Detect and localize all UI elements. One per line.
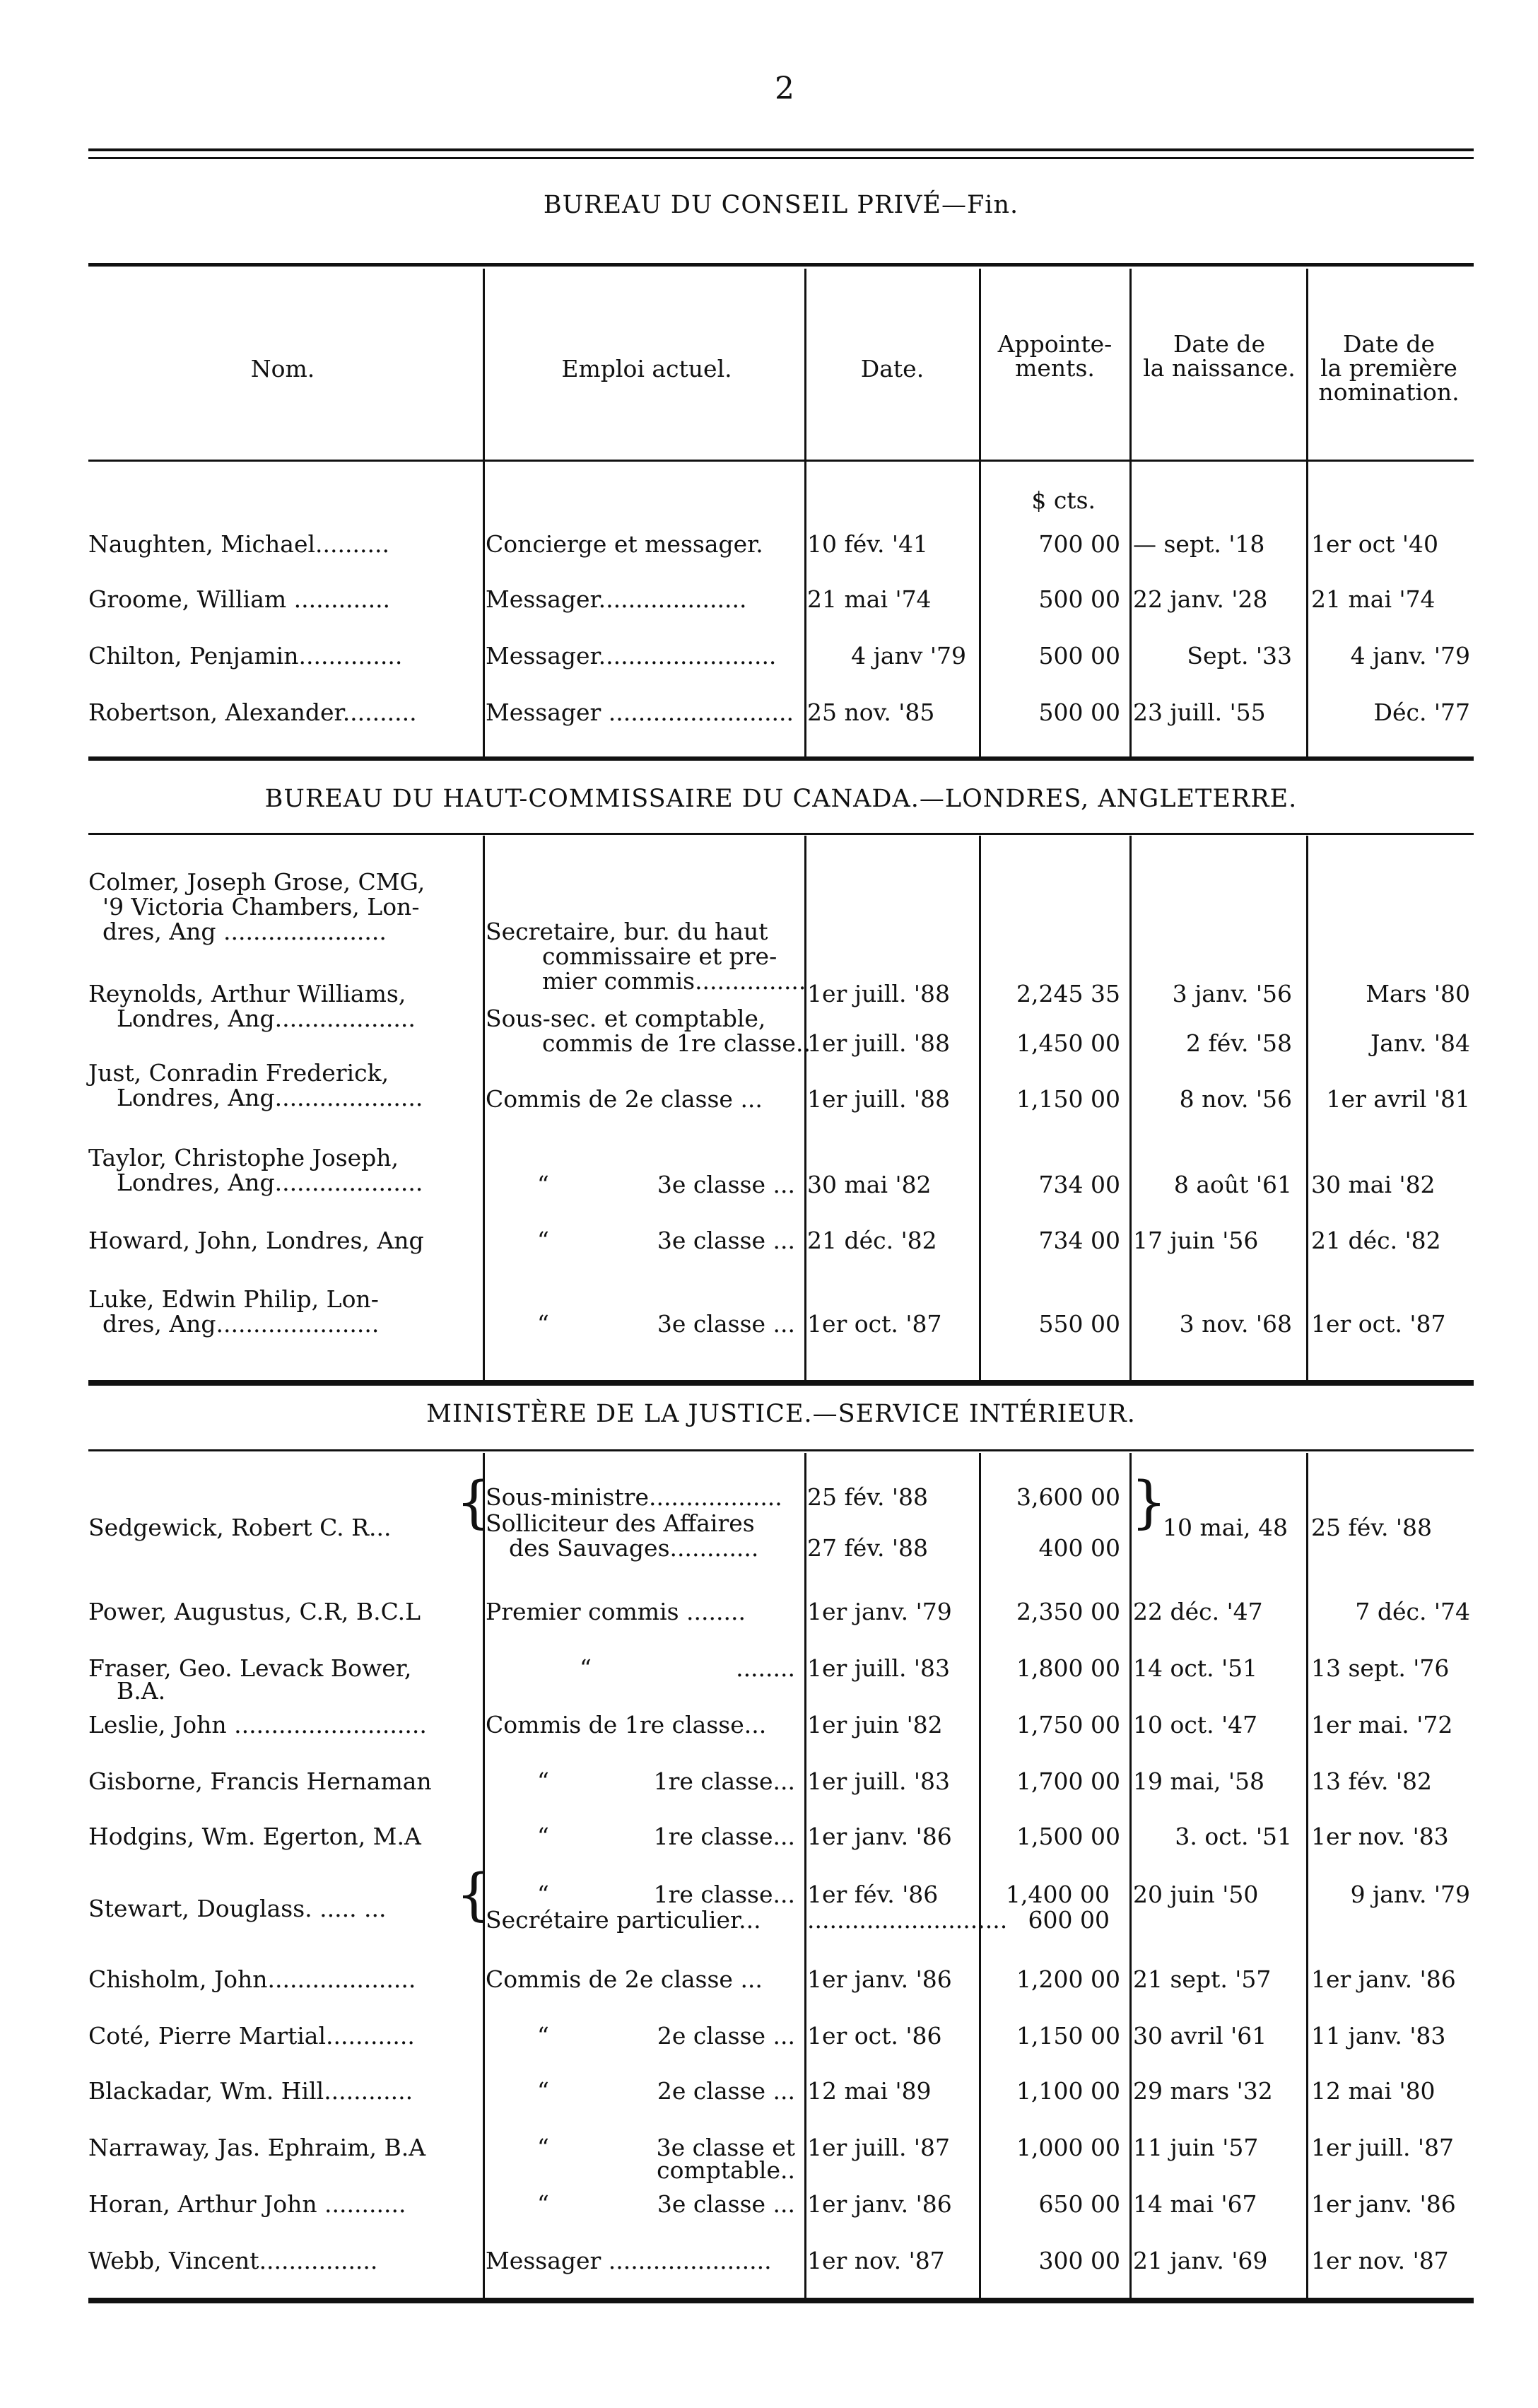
appt-cell: 400 00 <box>1038 1534 1120 1562</box>
rule <box>88 263 1474 267</box>
emploi-cell: Concierge et messager. <box>486 530 763 558</box>
col-header-premiere <box>1308 332 1470 404</box>
naissance-cell: 10 oct. '47 <box>1133 1711 1258 1738</box>
emploi-cell: Messager........................ <box>486 642 777 670</box>
header-line: ments. <box>1015 354 1095 382</box>
name-cell: Power, Augustus, C.R, B.C.L <box>88 1598 421 1625</box>
name-cell: Blackadar, Wm. Hill............ <box>88 2077 413 2105</box>
naissance-cell: 21 janv. '69 <box>1133 2247 1268 2274</box>
rule <box>88 1380 1474 1386</box>
name-cell: Fraser, Geo. Levack Bower, <box>88 1654 412 1682</box>
col-header-date: Date. <box>860 355 924 382</box>
naissance-cell: 14 oct. '51 <box>1133 1654 1258 1682</box>
premiere-cell: 1er oct '40 <box>1311 530 1438 558</box>
ditto-mark: “ <box>537 1767 549 1795</box>
name-cell: Chilton, Penjamin.............. <box>88 642 403 670</box>
name-line: Just, Conradin Frederick, <box>88 1059 389 1087</box>
appt-cell: 3,600 00 <box>1016 1483 1120 1511</box>
naissance-cell: 30 avril '61 <box>1133 2022 1267 2050</box>
emploi-line: commissaire et pre- <box>542 942 777 970</box>
column-line <box>804 1453 806 2298</box>
column-line <box>1129 836 1132 1380</box>
emploi-line: commis de 1re classe.. <box>542 1029 811 1057</box>
emploi-cell: 3e classe et <box>656 2134 795 2161</box>
date-cell: 12 mai '89 <box>807 2077 932 2105</box>
column-line <box>1306 269 1308 756</box>
date-cell: 1er janv. '86 <box>807 1823 952 1850</box>
name-cell: Coté, Pierre Martial............ <box>88 2022 415 2050</box>
date-cell: 1er fév. '86 <box>807 1881 939 1908</box>
naissance-cell: 8 août '61 <box>1173 1171 1292 1198</box>
name-cell: Horan, Arthur John ........... <box>88 2190 406 2218</box>
naissance-cell: Sept. '33 <box>1187 642 1292 670</box>
naissance-cell: 3 nov. '68 <box>1179 1310 1292 1338</box>
name-line: Colmer, Joseph Grose, CMG, <box>88 868 425 896</box>
emploi-line: Secretaire, bur. du haut <box>486 918 768 945</box>
name-cell: Hodgins, Wm. Egerton, M.A <box>88 1823 421 1850</box>
ditto-mark: “ <box>537 1171 549 1198</box>
name-cell <box>88 1145 423 1195</box>
appt-cell: 1,450 00 <box>1016 1029 1120 1057</box>
emploi-cell: 3e classe ... <box>657 1310 795 1338</box>
col-header-emploi: Emploi actuel. <box>561 355 732 382</box>
header-line: la première <box>1320 354 1457 382</box>
date-cell: 30 mai '82 <box>807 1171 932 1198</box>
page-number: 2 <box>775 71 794 107</box>
ditto-mark: “ <box>580 1654 592 1682</box>
date-cell: 27 fév. '88 <box>807 1534 928 1562</box>
header-line: la naissance. <box>1143 354 1296 382</box>
ditto-mark: “ <box>537 1310 549 1338</box>
appt-cell: 1,100 00 <box>1016 2077 1120 2105</box>
date-cell: 1er juill. '88 <box>807 1029 950 1057</box>
premiere-cell: 1er oct. '87 <box>1311 1310 1446 1338</box>
appt-cell: 2,350 00 <box>1016 1598 1120 1625</box>
name-line: Reynolds, Arthur Williams, <box>88 980 406 1007</box>
premiere-cell: 21 mai '74 <box>1311 585 1436 613</box>
naissance-cell: 10 mai, 48 <box>1163 1514 1288 1541</box>
premiere-cell: 11 janv. '83 <box>1311 2022 1446 2050</box>
emploi-line: mier commis............... <box>542 967 806 995</box>
emploi-cell: Premier commis ........ <box>486 1598 746 1625</box>
naissance-cell: 8 nov. '56 <box>1179 1085 1292 1113</box>
emploi-cell: Messager ...................... <box>486 2247 772 2274</box>
section-title: MINISTÈRE DE LA JUSTICE.—SERVICE INTÉRIEUR. <box>426 1400 1136 1428</box>
emploi-cell: comptable.. <box>657 2156 795 2184</box>
name-cell: Howard, John, Londres, Ang <box>88 1227 424 1254</box>
header-line: Date de <box>1342 330 1436 358</box>
date-cell: 1er juill. '87 <box>807 2134 950 2161</box>
appt-cell: 1,150 00 <box>1016 1085 1120 1113</box>
ditto-mark: “ <box>537 2134 549 2161</box>
rule <box>88 157 1474 159</box>
appt-cell: 734 00 <box>1038 1171 1120 1198</box>
column-line <box>804 836 806 1380</box>
emploi-line: Sous-sec. et comptable, <box>486 1005 766 1032</box>
column-line <box>483 269 485 756</box>
emploi-cell: Commis de 2e classe ... <box>486 1085 763 1113</box>
appt-cell: 1,150 00 <box>1016 2022 1120 2050</box>
appt-cell: 1,800 00 <box>1016 1654 1120 1682</box>
rule <box>88 756 1474 761</box>
name-cell: Stewart, Douglass. ..... ... <box>88 1895 387 1922</box>
name-cell: Narraway, Jas. Ephraim, B.A <box>88 2134 426 2161</box>
column-line <box>1129 269 1132 756</box>
premiere-cell: 4 janv. '79 <box>1350 642 1470 670</box>
appt-cell: 1,400 00 <box>1006 1881 1110 1908</box>
emploi-cell: Secrétaire particulier... <box>486 1906 761 1934</box>
brace-symbol: { <box>456 1861 492 1927</box>
appt-cell: 550 00 <box>1038 1310 1120 1338</box>
name-line: Luke, Edwin Philip, Lon- <box>88 1285 379 1313</box>
ditto-mark: “ <box>537 2077 549 2105</box>
column-line <box>1306 1453 1308 2298</box>
appt-cell: 650 00 <box>1038 2190 1120 2218</box>
naissance-cell: 22 déc. '47 <box>1133 1598 1263 1625</box>
premiere-cell: 13 sept. '76 <box>1311 1654 1450 1682</box>
name-line: Londres, Ang.................... <box>117 1084 423 1111</box>
date-cell: 21 déc. '82 <box>807 1227 937 1254</box>
date-cell: ........................... <box>807 1906 1008 1934</box>
naissance-cell: 14 mai '67 <box>1133 2190 1257 2218</box>
naissance-cell: 22 janv. '28 <box>1133 585 1268 613</box>
emploi-cell: ........ <box>736 1654 795 1682</box>
appt-cell: 700 00 <box>1038 530 1120 558</box>
premiere-cell: 12 mai '80 <box>1311 2077 1436 2105</box>
premiere-cell: 1er juill. '87 <box>1311 2134 1454 2161</box>
naissance-cell: 3. oct. '51 <box>1175 1823 1292 1850</box>
ditto-mark: “ <box>537 2022 549 2050</box>
emploi-cell: Messager ......................... <box>486 699 794 726</box>
date-cell: 1er juin '82 <box>807 1711 943 1738</box>
naissance-cell: 17 juin '56 <box>1133 1227 1259 1254</box>
emploi-cell: Messager.................... <box>486 585 747 613</box>
premiere-cell: 13 fév. '82 <box>1311 1767 1432 1795</box>
emploi-cell: 2e classe ... <box>657 2077 795 2105</box>
name-cell <box>88 870 425 944</box>
ditto-mark: “ <box>537 2190 549 2218</box>
naissance-cell: — sept. '18 <box>1133 530 1265 558</box>
name-line: Londres, Ang................... <box>117 1005 416 1032</box>
name-cell: Webb, Vincent................ <box>88 2247 378 2274</box>
premiere-cell: 1er nov. '87 <box>1311 2247 1449 2274</box>
appt-cell: 1,750 00 <box>1016 1711 1120 1738</box>
ditto-mark: “ <box>537 1227 549 1254</box>
date-cell: 10 fév. '41 <box>807 530 928 558</box>
date-cell: 25 fév. '88 <box>807 1483 928 1511</box>
emploi-cell <box>486 1006 811 1056</box>
rule <box>88 148 1474 151</box>
emploi-cell: des Sauvages............ <box>509 1534 759 1562</box>
name-cell: Chisholm, John.................... <box>88 1965 416 1993</box>
rule <box>88 1449 1474 1451</box>
col-header-appointements <box>979 332 1131 380</box>
name-line: Taylor, Christophe Joseph, <box>88 1144 399 1171</box>
emploi-cell: 1re classe... <box>653 1823 795 1850</box>
brace-symbol: } <box>1131 1469 1167 1535</box>
rule <box>88 460 1474 462</box>
naissance-cell: 3 janv. '56 <box>1172 980 1292 1007</box>
date-cell: 1er juill. '88 <box>807 1085 950 1113</box>
appt-cell: 300 00 <box>1038 2247 1120 2274</box>
appt-cell: 734 00 <box>1038 1227 1120 1254</box>
emploi-cell: Commis de 1re classe... <box>486 1711 767 1738</box>
premiere-cell: 25 fév. '88 <box>1311 1514 1432 1541</box>
emploi-cell <box>486 919 806 993</box>
currency-text: $ cts. <box>1031 486 1096 514</box>
emploi-cell: Commis de 2e classe ... <box>486 1965 763 1993</box>
name-cell: Gisborne, Francis Hernaman <box>88 1767 432 1795</box>
premiere-cell: 1er janv. '86 <box>1311 1965 1456 1993</box>
appt-cell: 2,245 35 <box>1016 980 1120 1007</box>
appt-cell: 1,200 00 <box>1016 1965 1120 1993</box>
naissance-cell: 29 mars '32 <box>1133 2077 1273 2105</box>
name-line: Londres, Ang.................... <box>117 1169 423 1196</box>
name-line: dres, Ang ...................... <box>102 918 387 945</box>
appt-cell: 1,700 00 <box>1016 1767 1120 1795</box>
name-cell: Sedgewick, Robert C. R... <box>88 1514 392 1541</box>
date-cell: 1er juill. '83 <box>807 1767 950 1795</box>
column-line <box>979 1453 981 2298</box>
date-cell: 21 mai '74 <box>807 585 932 613</box>
date-cell: 4 janv '79 <box>851 642 966 670</box>
name-cell: Naughten, Michael.......... <box>88 530 389 558</box>
ditto-mark: “ <box>537 1823 549 1850</box>
appt-cell: 600 00 <box>1028 1906 1110 1934</box>
premiere-cell: Mars '80 <box>1366 980 1470 1007</box>
section-title: BUREAU DU CONSEIL PRIVÉ—Fin. <box>543 191 1019 219</box>
name-cell: B.A. <box>117 1677 166 1705</box>
column-line <box>979 269 981 756</box>
column-line <box>979 836 981 1380</box>
header-line: Appointe- <box>997 330 1113 358</box>
emploi-cell: 3e classe ... <box>657 1171 795 1198</box>
rule <box>88 833 1474 835</box>
naissance-cell: 21 sept. '57 <box>1133 1965 1272 1993</box>
emploi-cell: Sous-ministre.................. <box>486 1483 782 1511</box>
date-cell: 1er nov. '87 <box>807 2247 945 2274</box>
date-cell: 25 nov. '85 <box>807 699 935 726</box>
premiere-cell: 1er avril '81 <box>1326 1085 1470 1113</box>
date-cell: 1er janv. '79 <box>807 1598 952 1625</box>
column-line <box>1129 1453 1132 2298</box>
brace-symbol: { <box>456 1469 492 1535</box>
premiere-cell: 1er nov. '83 <box>1311 1823 1449 1850</box>
ditto-mark: “ <box>537 1881 549 1908</box>
column-line <box>483 836 485 1380</box>
currency-label <box>979 488 1124 513</box>
naissance-cell: 2 fév. '58 <box>1186 1029 1292 1057</box>
premiere-cell: 1er mai. '72 <box>1311 1711 1453 1738</box>
emploi-cell: Solliciteur des Affaires <box>486 1509 755 1537</box>
premiere-cell: 21 déc. '82 <box>1311 1227 1441 1254</box>
section-title: BUREAU DU HAUT-COMMISSAIRE DU CANADA.—LONDRES, ANGLETERRE. <box>264 785 1298 813</box>
date-cell: 1er janv. '86 <box>807 1965 952 1993</box>
col-header-nom: Nom. <box>250 355 315 382</box>
emploi-cell: 2e classe ... <box>657 2022 795 2050</box>
premiere-cell: 7 déc. '74 <box>1355 1598 1470 1625</box>
date-cell: 1er janv. '86 <box>807 2190 952 2218</box>
name-cell: Leslie, John .......................... <box>88 1711 427 1738</box>
naissance-cell: 19 mai, '58 <box>1133 1767 1265 1795</box>
naissance-cell: 23 juill. '55 <box>1133 699 1266 726</box>
header-line: nomination. <box>1318 378 1460 406</box>
appt-cell: 500 00 <box>1038 642 1120 670</box>
premiere-cell: 1er janv. '86 <box>1311 2190 1456 2218</box>
name-cell <box>88 1287 379 1336</box>
appt-cell: 1,500 00 <box>1016 1823 1120 1850</box>
appt-cell: 500 00 <box>1038 699 1120 726</box>
emploi-cell: 1re classe... <box>653 1767 795 1795</box>
emploi-cell: 3e classe ... <box>657 2190 795 2218</box>
emploi-cell: 1re classe... <box>653 1881 795 1908</box>
naissance-cell: 11 juin '57 <box>1133 2134 1259 2161</box>
name-cell <box>88 1060 423 1110</box>
date-cell: 1er oct. '87 <box>807 1310 942 1338</box>
rule <box>88 2298 1474 2303</box>
premiere-cell: Janv. '84 <box>1370 1029 1470 1057</box>
premiere-cell: Déc. '77 <box>1373 699 1470 726</box>
premiere-cell: 30 mai '82 <box>1311 1171 1436 1198</box>
name-cell: Groome, William ............. <box>88 585 391 613</box>
naissance-cell: 20 juin '50 <box>1133 1881 1259 1908</box>
name-line: '9 Victoria Chambers, Lon- <box>102 893 420 920</box>
appt-cell: 1,000 00 <box>1016 2134 1120 2161</box>
premiere-cell: 9 janv. '79 <box>1350 1881 1470 1908</box>
appt-cell: 500 00 <box>1038 585 1120 613</box>
emploi-cell: 3e classe ... <box>657 1227 795 1254</box>
name-cell <box>88 981 416 1031</box>
column-line <box>1306 836 1308 1380</box>
date-cell: 1er oct. '86 <box>807 2022 942 2050</box>
date-cell: 1er juill. '83 <box>807 1654 950 1682</box>
column-line <box>804 269 806 756</box>
name-line: dres, Ang...................... <box>102 1310 380 1338</box>
col-header-naissance <box>1131 332 1308 380</box>
header-line: Date de <box>1173 330 1266 358</box>
name-cell: Robertson, Alexander.......... <box>88 699 417 726</box>
date-cell: 1er juill. '88 <box>807 980 950 1007</box>
